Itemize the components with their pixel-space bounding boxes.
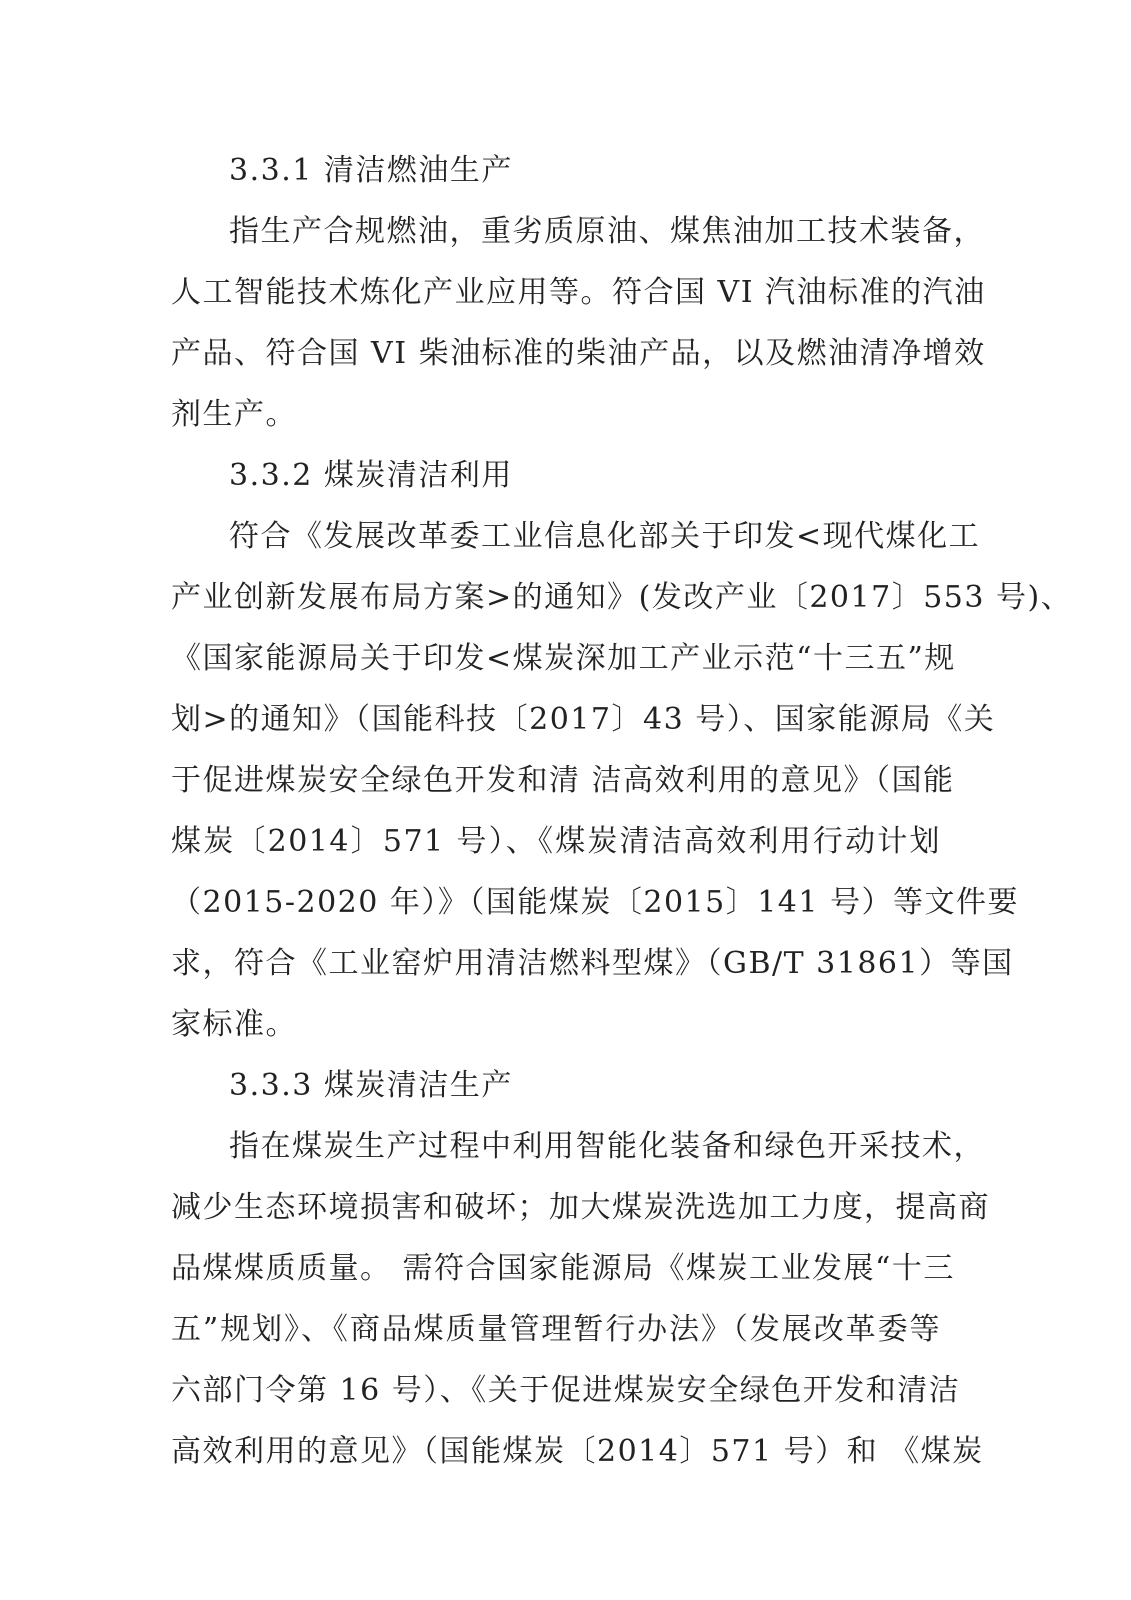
section-3-3-1	[171, 140, 986, 445]
paragraph-line: 于促进煤炭安全绿色开发和清 洁高效利用的意见》（国能	[171, 763, 955, 798]
paragraph-line: 产品、符合国 VI 柴油标准的柴油产品，以及燃油清净增效	[171, 336, 986, 371]
paragraph-line: 划>的通知》（国能科技〔2017〕43 号）、国家能源局《关	[171, 702, 996, 737]
section-3-3-2	[171, 445, 1073, 1055]
section-3-3-3	[171, 1055, 990, 1482]
paragraph-line: 六部门令第 16 号）、《关于促进煤炭安全绿色开发和清洁	[171, 1373, 961, 1408]
paragraph-line: 剂生产。	[171, 397, 297, 432]
paragraph-line: 高效利用的意见》（国能煤炭〔2014〕571 号）和 《煤炭	[171, 1434, 984, 1469]
paragraph-line: 五”规划》、《商品煤质量管理暂行办法》（发展改革委等	[171, 1312, 941, 1347]
paragraph-line: 符合《发展改革委工业信息化部关于印发<现代煤化工	[229, 519, 981, 554]
paragraph-line: 指生产合规燃油，重劣质原油、煤焦油加工技术装备，	[229, 214, 985, 249]
section-heading: 3.3.1 清洁燃油生产	[229, 153, 513, 188]
section-heading: 3.3.3 煤炭清洁生产	[229, 1068, 513, 1103]
section-heading: 3.3.2 煤炭清洁利用	[229, 458, 513, 493]
paragraph-line: 指在煤炭生产过程中利用智能化装备和绿色开采技术，	[229, 1129, 985, 1164]
paragraph-line: 减少生态环境损害和破坏；加大煤炭洗选加工力度，提高商	[171, 1190, 990, 1225]
document-page	[171, 140, 1073, 1482]
paragraph-line: 家标准。	[171, 1007, 297, 1042]
paragraph-line: （2015-2020 年）》（国能煤炭〔2015〕141 号）等文件要	[171, 885, 1020, 920]
paragraph-line: 品煤煤质质量。 需符合国家能源局《煤炭工业发展“十三	[171, 1251, 955, 1286]
paragraph-line: 煤炭〔2014〕571 号）、《煤炭清洁高效利用行动计划	[171, 824, 941, 859]
paragraph-line: 求，符合《工业窑炉用清洁燃料型煤》（GB/T 31861）等国	[171, 946, 1014, 981]
paragraph-line: 《国家能源局关于印发<煤炭深加工产业示范“十三五”规	[171, 641, 956, 676]
paragraph-line: 人工智能技术炼化产业应用等。符合国 VI 汽油标准的汽油	[171, 275, 986, 310]
paragraph-line: 产业创新发展布局方案>的通知》(发改产业〔2017〕553 号)、	[171, 580, 1073, 615]
